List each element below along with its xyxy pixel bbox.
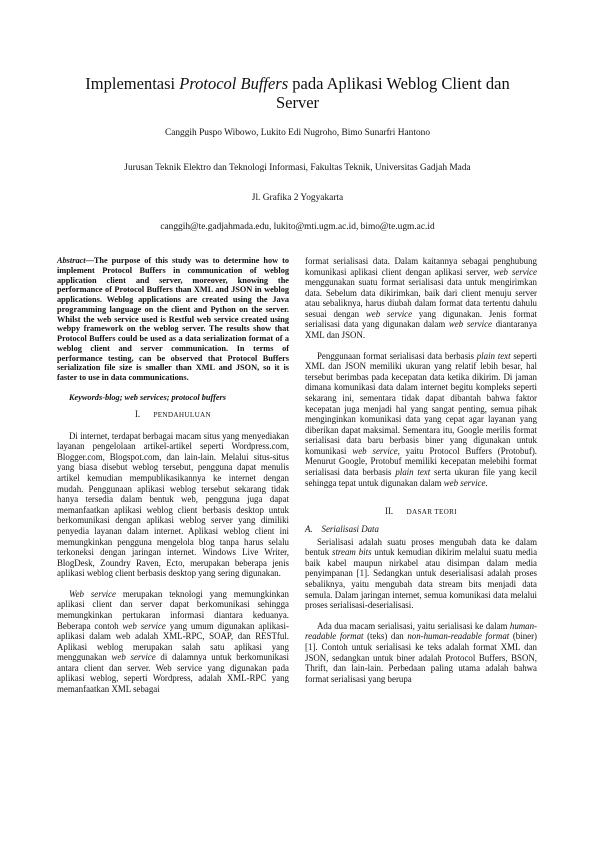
paragraph-intro-1: Di internet, terdapat berbagai macam situs yang menyediakan layanan pengelolaan artikel-artikel seperti Wordpress.com, Blogger.com, Blogspot.com, dan lain-lain. Melalui situs-situs yang biasa disebut weblog tersebut, pengguna dapat menulis artikel kemudian mempublikasikannya ke internet dengan mudah. Penggunaan aplikasi weblog tersebut sekarang tidak hanya tersedia dalam bentuk web, pengguna juga dapat memanfaatkan aplikasi weblog client berbasis desktop untuk berkomunikasi dengan aplikasi weblog server yang dimiliki penyedia layanan dalam internet. Aplikasi weblog client ini memungkinkan pengguna mengelola blog tanpa harus selalu terkoneksi dengan jaringan internet. Windows Live Writer, BlogDesk, Zoundry Raven, Ecto, merupakan beberapa jenis aplikasi weblog client berbasis desktop yang sering digunakan.: [57, 430, 289, 579]
section-heading-2: II. DASAR TEORI: [385, 506, 457, 517]
paragraph-intro-2-cont: format serialisasi data. Dalam kaitannya sebagai penghubung komunikasi aplikasi client dengan aplikasi server, web service menggunakan suatu format serialisasi data untuk mengirimkan data. Sebelum data dikirimkan, baik dari client menuju server atau sebaliknya, harus diubah dalam format data tertentu dahulu sesuai dengan web service yang digunakan. Jenis format serialisasi data yang digunakan dalam web service diantaranya XML dan JSON.: [305, 256, 538, 341]
paper-title: Implementasi Protocol Buffers pada Aplikasi Weblog Client dan Server: [85, 74, 510, 112]
keywords: Keywords-blog; web services; protocol buffers: [69, 392, 227, 402]
section-heading-1: I. PENDAHULUAN: [134, 408, 212, 419]
authors: Canggih Puspo Wibowo, Lukito Edi Nugroho, Bimo Sunarfri Hantono: [164, 128, 431, 138]
abstract: Abstract—The purpose of this study was to determine how to implement Protocol Buffers in communication of weblog application client and server, moreover, knowing the performance of Protocol Buffers than XML and JSON in weblog applications. Weblog applications are created using the Java programming language on the client and Python on the server. Whilst the web service used is Restful web service created using webpy framework on the weblog server. The results show that Protocol Buffers could be used as a data serialization format of a weblog client and server communication. In terms of performance testing, can be observed that Protocol Buffers serialization file size is smaller than XML and JSON, so it is faster to use in data communications.: [57, 256, 289, 382]
emails: canggih@te.gadjahmada.edu, lukito@mti.ugm.ac.id, bimo@te.ugm.ac.id: [160, 222, 435, 232]
left-column: [57, 256, 289, 695]
affiliation: Jurusan Teknik Elektro dan Teknologi Informasi, Fakultas Teknik, Universitas Gadjah Mada: [124, 163, 471, 173]
paragraph-serialization-1: Serialisasi adalah suatu proses mengubah data ke dalam bentuk stream bits untuk kemudian dikirim melalui suatu media baik kabel maupun nirkabel atau disimpan dalam media penyimpanan [1]. Sedangkan untuk deserialisasi adalah proses sebaliknya, yaitu mengubah data stream bits menjadi data semula. Dalam jaringan internet, semua komunikasi data melalui proses serialisasi-deserialisasi.: [305, 536, 538, 611]
address: Jl. Grafika 2 Yogyakarta: [251, 193, 344, 203]
subsection-heading-a: A. Serialisasi Data: [305, 524, 379, 535]
paragraph-intro-2: Web service merupakan teknologi yang memungkinkan aplikasi client dan server dapat berkomunikasi sehingga memungkinkan pertukaran informasi diantara keduanya. Beberapa contoh web service yang umum digunakan aplikasi-aplikasi dalam web adalah XML-RPC, SOAP, dan RESTful. Aplikasi weblog merupakan salah satu aplikasi yang menggunakan web service di dalamnya untuk berkomunikasi antara client dan server. Web service yang digunakan pada aplikasi weblog, seperti Wordpress, adalah XML-RPC yang memanfaatkan XML sebagai: [57, 588, 289, 695]
paragraph-serialization-2: Ada dua macam serialisasi, yaitu serialisasi ke dalam human-readable format (teks) dan non-human-readable format (biner) [1]. Contoh untuk serialisasi ke teks adalah format XML dan JSON, sedangkan untuk biner adalah Protocol Buffers, BSON, Thrift, dan lain-lain. Perbedaan paling utama adalah bahwa format serialisasi yang berupa: [305, 620, 537, 684]
paragraph-intro-3: Penggunaan format serialisasi data berbasis plain text seperti XML dan JSON memiliki ukuran yang relatif lebih besar, hal tersebut berimbas pada kecepatan data ketika dikirim. Di jaman dimana komunikasi data dalam internet begitu kompleks seperti sekarang ini, sementara tidak dapat dibantah bahwa faktor kecepatan juga menjadi hal yang sangat penting, semua pihak menginginkan komunikasi data yang cepat agar layanan yang diberikan dapat maksimal. Sementara itu, Google merilis format serialisasi data baru berbasis biner yang digunakan untuk komunikasi web service, yaitu Protocol Buffers (Protobuf). Menurut Google, Protobuf memiliki kecepatan melebihi format serialisasi data berbasis plain text serta ukuran file yang kecil sehingga tepat untuk digunakan dalam web service.: [305, 350, 537, 488]
right-column: [305, 256, 537, 684]
